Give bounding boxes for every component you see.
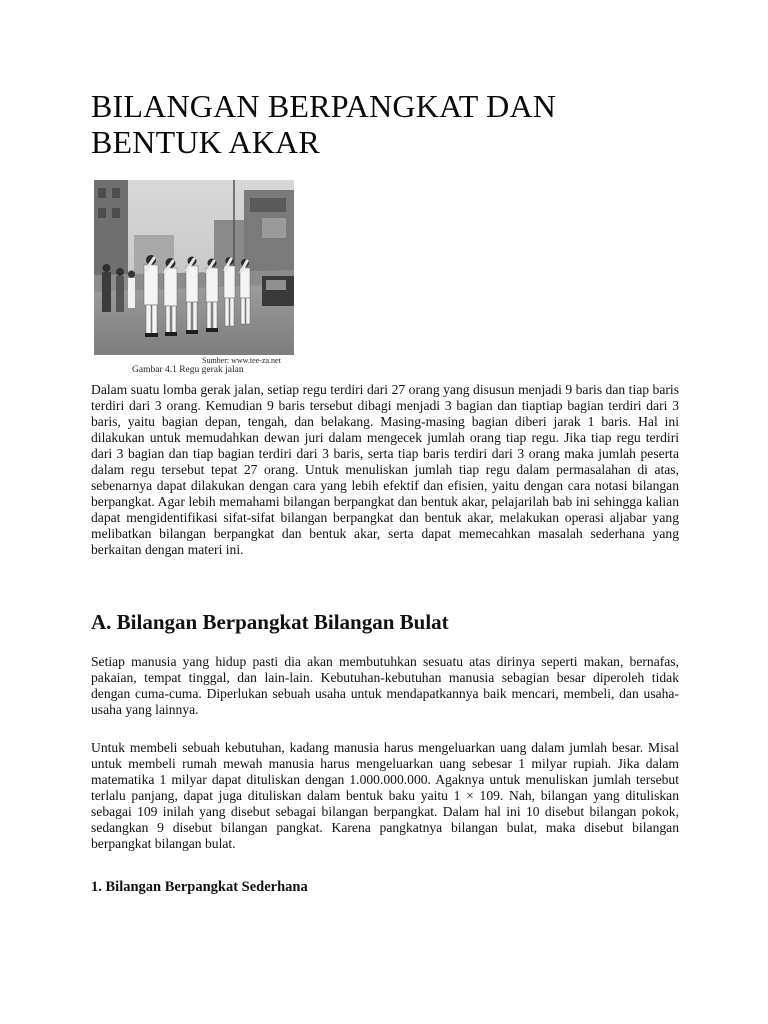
section-a-paragraph-1: Setiap manusia yang hidup pasti dia akan membutuhkan sesuatu atas dirinya seperti makan, bernafas, pakaian, tempat tinggal, dan lain-lain. Kebutuhan-kebutuhan manusia sebagian besar diperoleh tidak dengan cuma-cuma. Diperlukan sebuah usaha untuk mendapatkannya baik mencari, membeli, dan usaha-usaha yang lainnya.	[91, 654, 679, 717]
section-a-heading: A. Bilangan Berpangkat Bilangan Bulat	[91, 610, 449, 634]
intro-paragraph: Dalam suatu lomba gerak jalan, setiap regu terdiri dari 27 orang yang disusun menjadi 9 baris dan tiap baris terdiri dari 3 orang. Kemudian 9 baris tersebut dibagi menjadi 3 bagian dan tiaptiap bagian terdiri dari 3 baris, yaitu bagian depan, tengah, dan belakang. Masing-masing bagian diberi jarak 1 baris. Hal ini dilakukan untuk memudahkan dewan juri dalam mengecek jumlah orang tiap regu. Jika tiap regu terdiri dari 3 bagian dan tiap bagian terdiri dari 3 baris, serta tiap baris terdiri dari 3 orang maka jumlah peserta dalam regu tersebut tepat 27 orang. Untuk menuliskan jumlah tiap regu dalam permasalahan di atas, sebenarnya dapat dilakukan dengan cara yang lebih efektif dan efisien, yaitu dengan cara notasi bilangan berpangkat. Agar lebih memahami bilangan berpangkat dan bentuk akar, pelajarilah bab ini sehingga kalian dapat mengidentifikasi sifat-sifat bilangan berpangkat dan bentuk akar, melakukan operasi aljabar yang melibatkan bilangan berpangkat dan bentuk akar, serta dapat memecahkan masalah sederhana yang berkaitan dengan materi ini.	[91, 382, 679, 557]
figure-source: Sumber: www.tee-za.net	[202, 356, 281, 365]
marching-team-photo	[94, 180, 294, 355]
figure	[94, 180, 294, 376]
section-a-paragraph-2: Untuk membeli sebuah kebutuhan, kadang manusia harus mengeluarkan uang dalam jumlah besar. Misal untuk membeli rumah mewah manusia harus mengeluarkan uang sebesar 1 milyar rupiah. Jika dalam matematika 1 milyar dapat dituliskan dengan 1.000.000.000. Agaknya untuk menuliskan jumlah tersebut terlalu panjang, dapat juga dituliskan dalam bentuk baku yaitu 1 × 109. Nah, bilangan yang dituliskan sebagai 109 inilah yang disebut sebagai bilangan berpangkat. Dalam hal ini 10 disebut bilangan pokok, sedangkan 9 disebut bilangan pangkat. Karena pangkatnya bilangan bulat, maka disebut bilangan berpangkat bilangan bulat.	[91, 740, 679, 851]
figure-caption: Gambar 4.1 Regu gerak jalan	[132, 365, 244, 375]
subsection-1-heading: 1. Bilangan Berpangkat Sederhana	[91, 879, 308, 895]
document-title: BILANGAN BERPANGKAT DAN BENTUK AKAR	[91, 88, 557, 160]
